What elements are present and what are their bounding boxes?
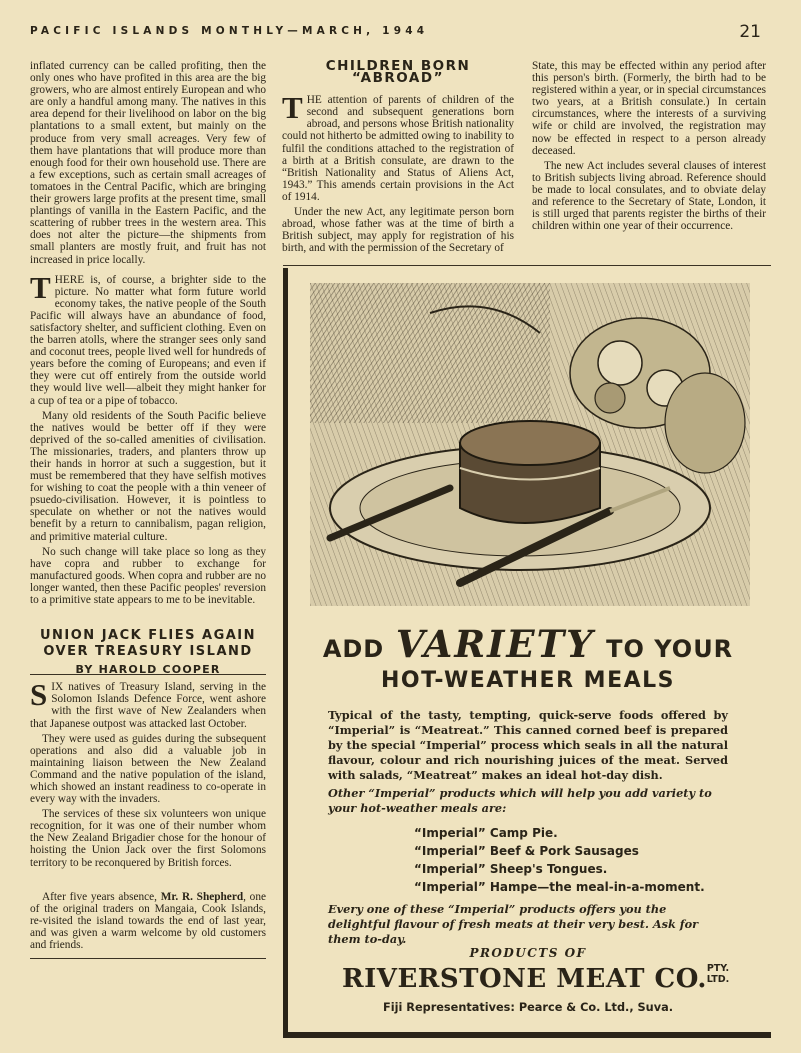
products-of-label: PRODUCTS OF (469, 946, 587, 960)
product-list (414, 824, 754, 896)
meat-dish-illustration (310, 283, 750, 606)
ad-body-text: Typical of the tasty, tempting, quick-serve foods offered by “Imperial” is “Meatreat.” This canned corned beef is prepared by the special “Imperial” process which seals in all the natural flavour, colour and rich nourishing juices of the meat. Served with salads, “Meatreat” makes an ideal hot-day dish. (328, 708, 728, 782)
article-paragraph (30, 677, 266, 730)
byline: BY HAROLD COOPER (75, 663, 221, 677)
article-paragraph: State, this may be effected within any period after this person's birth. (Formerly, the birth had to be registered within a year, or in special circumstances two years, at a British consulate.) In certain circumstances, where the interests of a surviving wife or child are involved, the registration may now be effected in respect to a person already deceased. (532, 60, 766, 157)
article-paragraph: Under the new Act, any legitimate person born abroad, whose father was at the time of birth a British subject, may apply for registration of his birth, and with the permission of the Secretary of (282, 206, 514, 255)
product-item: “Imperial” Camp Pie. (414, 826, 558, 840)
paragraph-text: HE attention of parents of children of the second and subsequent generations born abroad, and persons whose British nationality could not hitherto be admitted owing to inability to fulfil the conditions attached to the registration of a birth at a British consulate, are drawn to the “British Nationality and Status of Aliens Act, 1943.” This amends certain provisions in the Act of 1914. (282, 94, 514, 203)
shepherd-paragraph (30, 891, 266, 951)
article-paragraph: The services of these six volunteers won unique recognition, for it was one of their number whom the New Zealand Brigadier chose for the honour of hoisting the Union Jack over the first Solomons territory to be reconquered by British forces. (30, 808, 266, 869)
headline-add: ADD (322, 635, 385, 663)
union-jack-heading: UNION JACK FLIES AGAIN OVER TREASURY ISLAND (39, 628, 257, 660)
company-suffix-ltd: LTD. (706, 974, 730, 985)
company-name: RIVERSTONE MEAT CO. (342, 964, 707, 994)
article-paragraph: inflated currency can be called profiting, then the only ones who have profited in this area are the big growers, who are almost entirely European and who are only a handful among many. The natives in this area depend for their livelihood on labor on the big plantations to a small extent, but mainly on the produce from very small acreages. Very few of them have plantations that will produce more than enough food for their own household use. There are a few exceptions, such as certain small acreages of tomatoes in the Central Pacific, which are bringing their growers large profits at the present time, small plantings of vanilla in the Eastern Pacific, and the scattering of rubber trees in the western area. This does not alter the picture—the shipments from small planters are mostly fruit, and fruit has not increased in price locally. (30, 60, 266, 266)
product-item: “Imperial” Hampe—the meal-in-a-moment. (414, 880, 705, 894)
company-suffix (698, 963, 738, 985)
divider (283, 265, 771, 266)
product-item: “Imperial” Sheep's Tongues. (414, 862, 608, 876)
shepherd-lead: After five years absence, (42, 890, 161, 903)
shepherd-name: Mr. R. Shepherd (160, 890, 244, 903)
article-paragraph (282, 90, 514, 203)
fiji-representatives: Fiji Representatives: Pearce & Co. Ltd., Suva. (382, 1001, 674, 1014)
running-head: PACIFIC ISLANDS MONTHLY—MARCH, 1944 (30, 25, 429, 37)
ad-other-products: Other “Imperial” products which will help you add variety to your hot-weather meals are: (328, 786, 712, 815)
page-number: 21 (739, 22, 761, 42)
ad-headline (288, 622, 768, 666)
paragraph-text: HERE is, of course, a brighter side to the picture. No matter what form future world economy takes, the native people of the South Pacific will always have an abundance of food, satisfactory shelter, and sufficient clothing. Even on the barren atolls, where the stranger sees only sand and coconut trees, people lived well for hundreds of years before the coming of Europeans; and even if they were cut off entirely from the outside world they would live well—albeit they might hanker for a cup of tea or a pipe of tobacco. (30, 273, 266, 407)
ad-closing-text: Every one of these “Imperial” products offers you the delightful flavour of fresh meats at their very best. Ask for them to-day. (328, 902, 699, 946)
divider (30, 958, 266, 959)
company-suffix-pty: PTY. (706, 963, 730, 974)
food-illustration (310, 283, 750, 606)
children-article-continued (532, 60, 766, 235)
drop-cap: T (30, 269, 51, 305)
product-item: “Imperial” Beef & Pork Sausages (414, 844, 639, 858)
paragraph-text: IX natives of Treasury Island, serving in the Solomon Islands Defence Force, went ashore with the first wave of New Zealanders when that Japanese outpost was attacked last October. (30, 681, 266, 730)
left-column (30, 60, 266, 954)
children-article-column (282, 60, 514, 257)
article-paragraph: No such change will take place so long as they have copra and rubber to exchange for manufactured goods. When copra and rubber are no longer wanted, then these Pacific peoples' reversion to a primitive state appears to me to be inevitable. (30, 545, 266, 607)
divider (30, 674, 266, 675)
drop-cap: S (30, 677, 48, 713)
riverstone-advertisement (283, 268, 771, 1038)
shepherd-rest: , one of the original traders on Mangaia, Cook Islands, re-visited the island towards the end of last year, and was given a warm welcome by old customers and friends. (30, 890, 266, 951)
article-paragraph: The new Act includes several clauses of interest to British subjects living abroad. Reference should be made to local consulates, and to obviate delay and reference to the Secretary of State, London, it is still urged that parents register the births of their children within one year of their occurrence. (532, 159, 766, 233)
article-paragraph: Many old residents of the South Pacific believe the natives would be better off if they were deprived of the so-called amenities of civilisation. The missionaries, traders, and planters throw up their hands in horror at such a suggestion, but it must be remembered that they have selfish motives for wishing to coat the people with a thin veneer of psuedo-civilisation. However, it is pointless to speculate on whether or not the natives would benefit by a return to cannibalism, pagan religion, and primitive material culture. (30, 409, 266, 543)
article-paragraph: They were used as guides during the subsequent operations and also did a valuable job in maintaining liaison between the New Zealand Command and the native population of the island, which showed an instant readiness to co-operate in every way with the invaders. (30, 732, 266, 806)
headline-variety: VARIETY (395, 622, 595, 666)
headline-to-your: TO YOUR (606, 635, 734, 663)
ad-subheadline: HOT-WEATHER MEALS (380, 668, 675, 693)
children-born-abroad-heading: CHILDREN BORN “ABROAD” (325, 58, 471, 87)
drop-cap: T (282, 90, 303, 126)
article-paragraph (30, 269, 266, 407)
